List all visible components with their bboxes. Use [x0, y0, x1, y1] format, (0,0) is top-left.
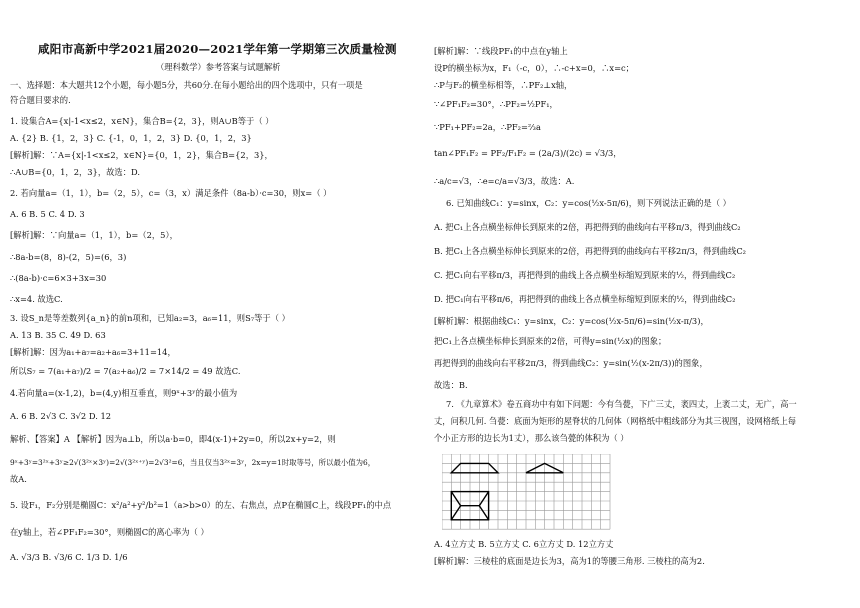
q3-stem: 3. 设S_n是等差数列{a_n}的前n项和，已知a₂=3，a₆=11，则S₇等于（ ） — [10, 313, 290, 323]
q5-options: A. √3/3 B. √3/6 C. 1/3 D. 1/6 — [10, 552, 128, 562]
q7-stem-cont2: 个小正方形的边长为1丈），那么该刍甍的体积为（ ） — [434, 433, 629, 443]
exam-title: 咸阳市高新中学2021届2020—2021学年第一学期第三次质量检测 — [38, 42, 397, 56]
q1-solution: [解析]解：∵A={x|-1<x≤2，x∈N}={0，1，2}，集合B={2，3}， — [10, 150, 273, 160]
q3-solution: [解析]解：因为a₁+a₇=a₂+a₆=3+11=14， — [10, 347, 176, 357]
q5-solution-line5: ∵PF₁+PF₂=2a，∴PF₂=⅔a — [434, 122, 541, 132]
three-view-grid-figure — [442, 454, 612, 530]
q4-solution: 解析、【答案】A 【解析】因为a⊥b，所以a·b=0，即4(x-1)+2y=0，所以2x+y=2，则 — [10, 434, 336, 444]
q5-solution-line2: 设P的横坐标为x，F₁（-c，0），∴-c+x=0，∴x=c； — [434, 63, 634, 73]
section-intro-cont: 符合题目要求的. — [10, 95, 71, 105]
q6-answer: 故选：B. — [434, 380, 468, 390]
q6-option-b: B. 把C₁上各点横坐标伸长到原来的2倍，再把得到的曲线向右平移2π/3，得到曲线C₂ — [434, 246, 747, 256]
q4-options: A. 6 B. 2√3 C. 3√2 D. 12 — [10, 411, 112, 421]
left-column — [10, 0, 420, 608]
q6-solution-line1: [解析]解：根据曲线C₁：y=sinx，C₂：y=cos(½x-5π/6)=sin(½x-π/3)， — [434, 316, 709, 326]
q5-answer: ∴a/c=√3，∴e=c/a=√3/3，故选：A. — [434, 176, 575, 186]
q4-answer: 故A. — [10, 474, 27, 484]
q2-solution: [解析]解：∵向量a=（1，1），b=（2，5）， — [10, 230, 178, 240]
q2-stem: 2. 若向量a=（1，1），b=（2，5），c=（3，x）满足条件（8a-b）·c=30，则x=（ ） — [10, 188, 332, 198]
q5-solution-line6: tan∠PF₁F₂ = PF₂/F₁F₂ = (2a/3)/(2c) = √3/3， — [434, 148, 622, 158]
q3-options: A. 13 B. 35 C. 49 D. 63 — [10, 330, 106, 340]
q6-stem: 6. 已知曲线C₁：y=sinx，C₂：y=cos(½x-5π/6)，则下列说法正确的是（ ） — [446, 198, 731, 208]
right-column — [434, 0, 852, 608]
q6-solution-line2: 把C₁上各点横坐标伸长到原来的2倍，可得y=sin(½x)的图象； — [434, 336, 667, 346]
q5-stem: 5. 设F₁，F₂分别是椭圆C：x²/a²+y²/b²=1（a>b>0）的左、右焦点，点P在椭圆C上，线段PF₁的中点 — [10, 500, 392, 510]
q6-option-d: D. 把C₁向右平移π/6，再把得到的曲线上各点横坐标缩短到原来的½，得到曲线C₂ — [434, 294, 736, 304]
section-intro: 一、选择题：本大题共12个小题，每小题5分，共60分.在每小题给出的四个选项中，只有一项是 — [10, 80, 363, 90]
q5-solution-line3: ∴P与F₂的横坐标相等，∴PF₂⊥x轴， — [434, 80, 573, 90]
exam-subtitle: （理科数学）参考答案与试题解析 — [156, 62, 281, 72]
q3-answer: 所以S₇ = 7(a₁+a₇)/2 = 7(a₂+a₆)/2 = 7×14/2 = 49 故选C. — [10, 366, 241, 376]
q4-stem: 4.若向量a=(x-1,2)，b=(4,y)相互垂直，则9ˣ+3ʸ的最小值为 — [10, 388, 238, 398]
q4-solution-cont: 9ˣ+3ʸ=3²ˣ+3ʸ≥2√(3²ˣ×3ʸ)=2√(3²ˣ⁺ʸ)=2√3²=6，当且仅当3²ˣ=3ʸ，2x=y=1时取等号，所以最小值为6， — [10, 458, 376, 467]
q7-options: A. 4立方丈 B. 5立方丈 C. 6立方丈 D. 12立方丈 — [434, 539, 614, 549]
q6-solution-line3: 再把得到的曲线向右平移2π/3，得到曲线C₂：y=sin(½(x-2π/3))的图象， — [434, 358, 708, 368]
q6-option-a: A. 把C₁上各点横坐标伸长到原来的2倍，再把得到的曲线向右平移π/3，得到曲线C₂ — [434, 222, 741, 232]
q5-solution-line1: [解析]解：∵线段PF₁的中点在y轴上 — [434, 46, 568, 56]
q7-stem-cont1: 丈，问积几何. 刍甍：底面为矩形的屋脊状的几何体（网格纸中粗线部分为其三视图，设网格纸上每 — [434, 416, 797, 426]
front-view — [451, 463, 498, 472]
q7-solution: [解析]解：三棱柱的底面是边长为3，高为1的等腰三角形. 三棱柱的高为2. — [434, 556, 705, 566]
q7-stem: 7. 《九章算术》卷五商功中有如下问题：今有刍甍，下广三丈，袤四丈，上袤二丈，无广，高一 — [446, 399, 797, 409]
q1-answer: ∴A∪B={0，1，2，3}，故选：D. — [10, 167, 141, 177]
q1-options: A. {2} B. {1，2，3} C. {-1，0，1，2，3} D. {0，1，2，3} — [10, 133, 252, 143]
q6-option-c: C. 把C₁向右平移π/3，再把得到的曲线上各点横坐标缩短到原来的½，得到曲线C₂ — [434, 270, 736, 280]
q2-step1: ∴8a-b=(8，8)-(2，5)=(6，3) — [10, 252, 127, 262]
q2-answer: ∴x=4. 故选C. — [10, 294, 63, 304]
q5-solution-line4: ∵∠PF₁F₂=30°，∴PF₂=½PF₁， — [434, 99, 558, 109]
q5-stem-cont: 在y轴上，若∠PF₁F₂=30°，则椭圆C的离心率为（ ） — [10, 527, 209, 537]
q2-options: A. 6 B. 5 C. 4 D. 3 — [10, 209, 85, 219]
q1-stem: 1. 设集合A={x|-1<x≤2，x∈N}，集合B={2，3}，则A∪B等于（ ） — [10, 116, 274, 126]
q2-step2: ∴(8a-b)·c=6×3+3x=30 — [10, 273, 107, 283]
